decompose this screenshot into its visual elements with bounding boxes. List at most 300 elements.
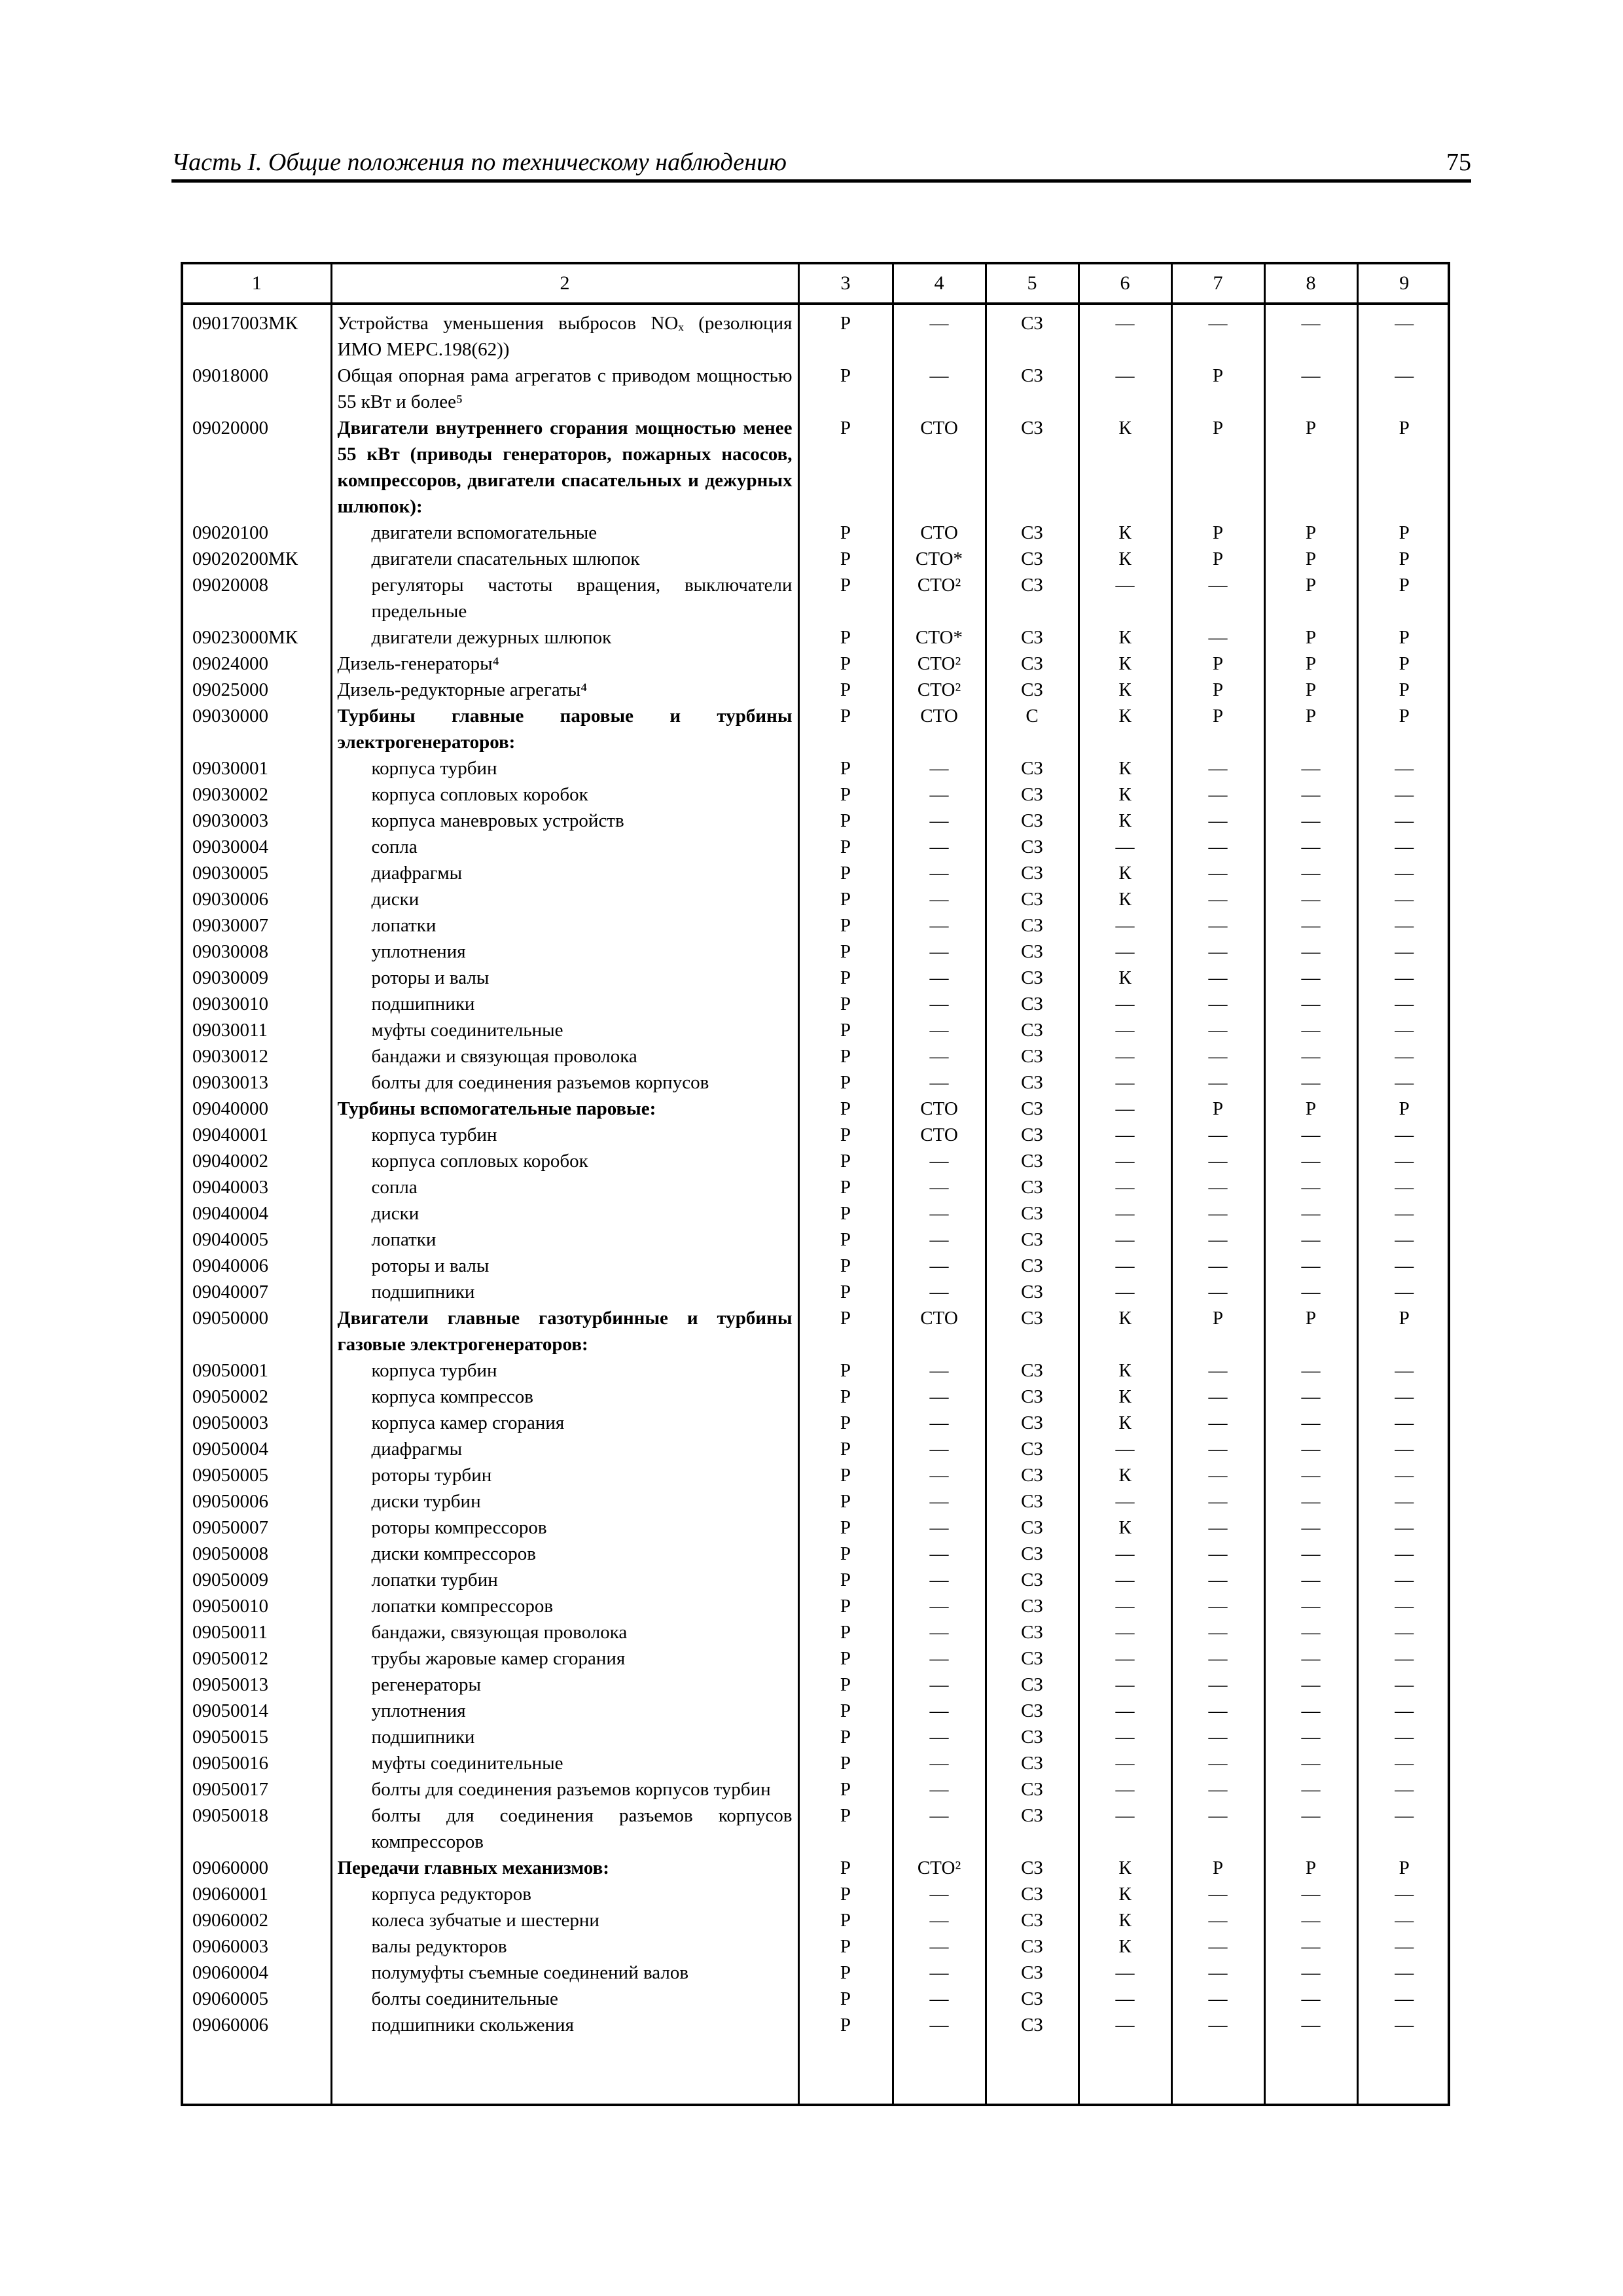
table-row xyxy=(183,1069,1450,1096)
row-description-text: Передачи главных механизмов: xyxy=(337,1857,609,1878)
row-value-col9: — xyxy=(1357,781,1450,808)
row-value-col3: Р xyxy=(798,1933,893,1960)
row-value-col3: Р xyxy=(798,860,893,886)
row-value-col6: — xyxy=(1079,1069,1171,1096)
row-value-col9: — xyxy=(1357,860,1450,886)
row-description xyxy=(331,1357,798,1384)
table-row xyxy=(183,886,1450,912)
row-value-col8: — xyxy=(1264,1410,1357,1436)
row-code: 09050015 xyxy=(192,1727,268,1748)
row-value-col8: — xyxy=(1264,939,1357,965)
row-value-col6: К xyxy=(1079,886,1171,912)
row-description xyxy=(331,1384,798,1410)
row-value-col6: — xyxy=(1079,1174,1171,1200)
row-value-col5: СЗ xyxy=(986,1200,1079,1227)
row-description xyxy=(331,965,798,991)
row-value-col9: — xyxy=(1357,304,1450,363)
empty-cell xyxy=(1357,2038,1450,2104)
row-value-col9: Р xyxy=(1357,624,1450,651)
row-value-col9: — xyxy=(1357,886,1450,912)
row-value-col3: Р xyxy=(798,1462,893,1488)
row-value-col3: Р xyxy=(798,939,893,965)
row-value-col7: — xyxy=(1171,939,1264,965)
row-value-col4: — xyxy=(893,1043,986,1069)
row-value-col9: — xyxy=(1357,1488,1450,1515)
row-value-col5: СЗ xyxy=(986,677,1079,703)
table-row xyxy=(183,1488,1450,1515)
row-value-col4: — xyxy=(893,1567,986,1593)
row-value-col9: — xyxy=(1357,1069,1450,1096)
row-value-col7: — xyxy=(1171,781,1264,808)
row-description xyxy=(331,1541,798,1567)
row-value-col5: СЗ xyxy=(986,808,1079,834)
row-value-col7: — xyxy=(1171,1593,1264,1619)
row-description xyxy=(331,1122,798,1148)
row-value-col8: — xyxy=(1264,1776,1357,1803)
table-row xyxy=(183,1567,1450,1593)
row-value-col6: К xyxy=(1079,1462,1171,1488)
column-header: 5 xyxy=(986,264,1079,304)
row-value-col7: — xyxy=(1171,1750,1264,1776)
row-code: 09060006 xyxy=(192,2015,268,2036)
row-value-col4: СТО xyxy=(893,415,986,520)
column-header: 4 xyxy=(893,264,986,304)
row-value-col5: СЗ xyxy=(986,1593,1079,1619)
row-value-col6: К xyxy=(1079,415,1171,520)
empty-cell xyxy=(893,2038,986,2104)
row-value-col7: — xyxy=(1171,1253,1264,1279)
row-value-col3: Р xyxy=(798,1410,893,1436)
row-value-col7: — xyxy=(1171,1462,1264,1488)
row-value-col9: — xyxy=(1357,912,1450,939)
row-value-col9: — xyxy=(1357,1384,1450,1410)
row-value-col9: Р xyxy=(1357,546,1450,572)
row-value-col3: Р xyxy=(798,1488,893,1515)
table-row xyxy=(183,834,1450,860)
row-code: 09060000 xyxy=(192,1857,268,1878)
row-description-text: Общая опорная рама агрегатов с приводом мощностью 55 кВт и более⁵ xyxy=(337,365,793,412)
row-description xyxy=(331,991,798,1017)
row-value-col4: — xyxy=(893,1227,986,1253)
row-value-col5: СЗ xyxy=(986,1384,1079,1410)
row-value-col9: — xyxy=(1357,1567,1450,1593)
row-value-col3: Р xyxy=(798,304,893,363)
row-value-col5: СЗ xyxy=(986,624,1079,651)
row-value-col9: — xyxy=(1357,755,1450,781)
running-title: Часть I. Общие положения по техническому наблюдению xyxy=(171,149,787,176)
row-description xyxy=(331,1986,798,2012)
row-value-col7: — xyxy=(1171,1227,1264,1253)
row-value-col6: К xyxy=(1079,677,1171,703)
row-value-col9: Р xyxy=(1357,572,1450,624)
row-description xyxy=(331,703,798,755)
row-description-text: бандажи и связующая проволока xyxy=(371,1046,637,1067)
row-code: 09018000 xyxy=(192,365,268,386)
table-row xyxy=(183,1750,1450,1776)
row-value-col8: — xyxy=(1264,1724,1357,1750)
row-value-col6: — xyxy=(1079,1200,1171,1227)
row-description-text: Двигатели внутреннего сгорания мощностью менее 55 кВт (приводы генераторов, пожарных насосов, компрессоров, двигатели спасательных и дежурных шлюпок): xyxy=(337,418,793,517)
row-description xyxy=(331,1855,798,1881)
row-value-col9: — xyxy=(1357,1672,1450,1698)
row-value-col6: — xyxy=(1079,939,1171,965)
row-value-col6: — xyxy=(1079,1279,1171,1305)
row-description xyxy=(331,546,798,572)
table-row xyxy=(183,1174,1450,1200)
row-value-col9: Р xyxy=(1357,651,1450,677)
row-description-text: болты для соединения разъемов корпусов турбин xyxy=(371,1779,771,1800)
table-row xyxy=(183,939,1450,965)
row-description-text: муфты соединительные xyxy=(371,1020,563,1041)
row-description xyxy=(331,886,798,912)
row-value-col3: Р xyxy=(798,991,893,1017)
row-description xyxy=(331,1672,798,1698)
row-value-col8: — xyxy=(1264,1593,1357,1619)
table-row xyxy=(183,1803,1450,1855)
row-value-col6: — xyxy=(1079,1148,1171,1174)
row-value-col4: СТО² xyxy=(893,1855,986,1881)
row-value-col4: — xyxy=(893,860,986,886)
row-value-col7: — xyxy=(1171,1672,1264,1698)
row-value-col9: — xyxy=(1357,1174,1450,1200)
table-row xyxy=(183,1698,1450,1724)
row-description xyxy=(331,1698,798,1724)
row-value-col6: — xyxy=(1079,304,1171,363)
row-value-col9: — xyxy=(1357,965,1450,991)
row-value-col4: — xyxy=(893,1200,986,1227)
row-value-col4: СТО xyxy=(893,520,986,546)
row-value-col3: Р xyxy=(798,1069,893,1096)
row-value-col5: СЗ xyxy=(986,991,1079,1017)
row-value-col7: — xyxy=(1171,1724,1264,1750)
row-value-col7: — xyxy=(1171,1043,1264,1069)
row-value-col3: Р xyxy=(798,1567,893,1593)
row-description xyxy=(331,304,798,363)
row-value-col8: — xyxy=(1264,1227,1357,1253)
row-code: 09050010 xyxy=(192,1596,268,1617)
row-value-col7: — xyxy=(1171,886,1264,912)
row-code: 09040007 xyxy=(192,1282,268,1302)
row-value-col9: — xyxy=(1357,1227,1450,1253)
row-value-col9: — xyxy=(1357,1619,1450,1645)
row-description-text: корпуса редукторов xyxy=(371,1884,531,1905)
row-code: 09050018 xyxy=(192,1805,268,1826)
row-description xyxy=(331,651,798,677)
row-value-col3: Р xyxy=(798,1148,893,1174)
row-code: 09030010 xyxy=(192,994,268,1014)
row-value-col6: — xyxy=(1079,1227,1171,1253)
row-value-col6: К xyxy=(1079,1410,1171,1436)
row-value-col7: Р xyxy=(1171,415,1264,520)
row-value-col4: — xyxy=(893,1724,986,1750)
row-code: 09050011 xyxy=(192,1622,268,1643)
row-value-col9: — xyxy=(1357,808,1450,834)
row-value-col7: — xyxy=(1171,1410,1264,1436)
row-value-col8: — xyxy=(1264,991,1357,1017)
row-value-col5: СЗ xyxy=(986,965,1079,991)
table-row xyxy=(183,1017,1450,1043)
row-value-col6: — xyxy=(1079,1986,1171,2012)
table-row xyxy=(183,991,1450,1017)
row-description xyxy=(331,1305,798,1357)
row-value-col6: — xyxy=(1079,1724,1171,1750)
row-description xyxy=(331,1619,798,1645)
row-value-col7: — xyxy=(1171,1515,1264,1541)
row-value-col3: Р xyxy=(798,1672,893,1698)
row-code: 09040005 xyxy=(192,1229,268,1250)
row-value-col4: — xyxy=(893,939,986,965)
row-description-text: роторы турбин xyxy=(371,1465,492,1486)
row-code: 09060005 xyxy=(192,1988,268,2009)
row-value-col8: Р xyxy=(1264,546,1357,572)
row-description xyxy=(331,1933,798,1960)
table-row xyxy=(183,1645,1450,1672)
row-value-col5: СЗ xyxy=(986,1541,1079,1567)
row-value-col3: Р xyxy=(798,1986,893,2012)
row-value-col9: — xyxy=(1357,1515,1450,1541)
row-value-col5: СЗ xyxy=(986,1462,1079,1488)
row-value-col5: СЗ xyxy=(986,1357,1079,1384)
row-value-col8: — xyxy=(1264,1384,1357,1410)
table-row xyxy=(183,624,1450,651)
row-description-text: диски компрессоров xyxy=(371,1543,536,1564)
row-value-col9: — xyxy=(1357,1122,1450,1148)
row-value-col7: — xyxy=(1171,755,1264,781)
row-value-col9: — xyxy=(1357,2012,1450,2038)
table-row xyxy=(183,1410,1450,1436)
row-value-col4: — xyxy=(893,1069,986,1096)
row-value-col6: К xyxy=(1079,624,1171,651)
row-value-col8: — xyxy=(1264,834,1357,860)
table-row xyxy=(183,1357,1450,1384)
row-value-col9: — xyxy=(1357,1043,1450,1069)
row-description xyxy=(331,1724,798,1750)
row-value-col6: — xyxy=(1079,1750,1171,1776)
row-description-text: лопатки xyxy=(371,915,437,936)
row-value-col5: СЗ xyxy=(986,1960,1079,1986)
row-value-col9: — xyxy=(1357,1698,1450,1724)
row-code: 09060002 xyxy=(192,1910,268,1931)
row-value-col3: Р xyxy=(798,1619,893,1645)
row-value-col7: — xyxy=(1171,1357,1264,1384)
row-value-col5: СЗ xyxy=(986,304,1079,363)
table-row xyxy=(183,703,1450,755)
row-description xyxy=(331,1488,798,1515)
row-description xyxy=(331,1410,798,1436)
row-value-col9: — xyxy=(1357,1541,1450,1567)
row-value-col5: СЗ xyxy=(986,415,1079,520)
row-value-col4: — xyxy=(893,1017,986,1043)
row-value-col9: — xyxy=(1357,991,1450,1017)
row-code: 09040002 xyxy=(192,1151,268,1172)
row-value-col8: — xyxy=(1264,1253,1357,1279)
row-description-text: лопатки компрессоров xyxy=(371,1596,554,1617)
row-value-col8: Р xyxy=(1264,1096,1357,1122)
row-value-col8: — xyxy=(1264,1043,1357,1069)
row-value-col7: Р xyxy=(1171,1096,1264,1122)
row-value-col6: К xyxy=(1079,755,1171,781)
row-description xyxy=(331,1069,798,1096)
row-value-col5: СЗ xyxy=(986,1488,1079,1515)
row-value-col3: Р xyxy=(798,677,893,703)
row-value-col8: Р xyxy=(1264,677,1357,703)
row-value-col3: Р xyxy=(798,572,893,624)
table-row xyxy=(183,1436,1450,1462)
row-value-col3: Р xyxy=(798,1907,893,1933)
row-value-col4: — xyxy=(893,965,986,991)
row-code: 09030005 xyxy=(192,863,268,884)
row-value-col5: СЗ xyxy=(986,1986,1079,2012)
row-value-col4: — xyxy=(893,834,986,860)
row-value-col3: Р xyxy=(798,2012,893,2038)
row-value-col5: СЗ xyxy=(986,1698,1079,1724)
empty-cell xyxy=(986,2038,1079,2104)
table-row xyxy=(183,677,1450,703)
row-description xyxy=(331,520,798,546)
row-description-text: двигатели вспомогательные xyxy=(371,522,597,543)
table-row xyxy=(183,755,1450,781)
row-value-col3: Р xyxy=(798,965,893,991)
row-value-col5: СЗ xyxy=(986,1855,1079,1881)
table-body xyxy=(183,304,1450,2104)
row-value-col4: — xyxy=(893,1933,986,1960)
row-value-col5: СЗ xyxy=(986,886,1079,912)
row-value-col9: — xyxy=(1357,1724,1450,1750)
row-value-col8: — xyxy=(1264,755,1357,781)
row-description-text: двигатели дежурных шлюпок xyxy=(371,627,612,648)
row-value-col7: — xyxy=(1171,1384,1264,1410)
row-value-col6: К xyxy=(1079,1305,1171,1357)
row-value-col6: — xyxy=(1079,1017,1171,1043)
row-description xyxy=(331,1645,798,1672)
row-code: 09050014 xyxy=(192,1700,268,1721)
row-value-col6: — xyxy=(1079,1672,1171,1698)
row-value-col4: — xyxy=(893,808,986,834)
row-value-col4: — xyxy=(893,886,986,912)
row-value-col5: СЗ xyxy=(986,1279,1079,1305)
row-description xyxy=(331,363,798,415)
row-description-text: полумуфты съемные соединений валов xyxy=(371,1962,689,1983)
row-code: 09060004 xyxy=(192,1962,268,1983)
row-description xyxy=(331,939,798,965)
row-value-col7: — xyxy=(1171,1122,1264,1148)
row-value-col4: — xyxy=(893,1253,986,1279)
row-value-col4: — xyxy=(893,1515,986,1541)
row-value-col4: — xyxy=(893,1907,986,1933)
row-value-col5: СЗ xyxy=(986,1619,1079,1645)
empty-cell xyxy=(1079,2038,1171,2104)
row-value-col4: — xyxy=(893,1462,986,1488)
row-value-col8: — xyxy=(1264,1488,1357,1515)
row-description-text: корпуса турбин xyxy=(371,758,497,779)
row-value-col5: СЗ xyxy=(986,1436,1079,1462)
row-value-col9: Р xyxy=(1357,1305,1450,1357)
column-header: 1 xyxy=(183,264,331,304)
row-value-col6: К xyxy=(1079,651,1171,677)
row-description xyxy=(331,1750,798,1776)
row-value-col6: — xyxy=(1079,1541,1171,1567)
row-value-col3: Р xyxy=(798,1200,893,1227)
row-description xyxy=(331,1017,798,1043)
table-row xyxy=(183,860,1450,886)
row-value-col8: — xyxy=(1264,1148,1357,1174)
row-value-col9: — xyxy=(1357,1750,1450,1776)
row-description-text: Устройства уменьшения выбросов NOₓ (резолюция ИМО МЕРС.198(62)) xyxy=(337,313,793,360)
row-value-col3: Р xyxy=(798,1541,893,1567)
row-value-col6: — xyxy=(1079,1803,1171,1855)
row-code: 09030004 xyxy=(192,836,268,857)
row-description-text: подшипники скольжения xyxy=(371,2015,574,2036)
row-value-col8: — xyxy=(1264,1960,1357,1986)
row-value-col4: — xyxy=(893,1672,986,1698)
row-value-col3: Р xyxy=(798,886,893,912)
row-value-col7: Р xyxy=(1171,651,1264,677)
table-row xyxy=(183,1279,1450,1305)
row-value-col8: — xyxy=(1264,1515,1357,1541)
row-code: 09050005 xyxy=(192,1465,268,1486)
row-description xyxy=(331,1803,798,1855)
row-description-text: корпуса сопловых коробок xyxy=(371,1151,588,1172)
row-description-text: болты для соединения разъемов корпусов xyxy=(371,1072,709,1093)
row-value-col8: — xyxy=(1264,1174,1357,1200)
row-description xyxy=(331,1043,798,1069)
empty-cell xyxy=(1264,2038,1357,2104)
table-filler-row xyxy=(183,2038,1450,2104)
table-row xyxy=(183,1462,1450,1488)
row-value-col9: Р xyxy=(1357,703,1450,755)
row-value-col5: СЗ xyxy=(986,546,1079,572)
row-value-col4: СТО xyxy=(893,1305,986,1357)
row-value-col6: К xyxy=(1079,1855,1171,1881)
row-value-col5: СЗ xyxy=(986,1017,1079,1043)
row-value-col4: — xyxy=(893,363,986,415)
table-row xyxy=(183,1593,1450,1619)
row-value-col3: Р xyxy=(798,912,893,939)
row-description xyxy=(331,1200,798,1227)
row-value-col3: Р xyxy=(798,415,893,520)
row-value-col5: СЗ xyxy=(986,781,1079,808)
row-description-text: регуляторы частоты вращения, выключатели предельные xyxy=(371,575,793,622)
row-value-col9: — xyxy=(1357,1410,1450,1436)
table-row xyxy=(183,1933,1450,1960)
row-code: 09030008 xyxy=(192,941,268,962)
row-code: 09050013 xyxy=(192,1674,268,1695)
row-value-col9: — xyxy=(1357,1881,1450,1907)
row-description-text: роторы и валы xyxy=(371,967,490,988)
row-value-col5: СЗ xyxy=(986,1227,1079,1253)
row-value-col5: СЗ xyxy=(986,1305,1079,1357)
row-code: 09050001 xyxy=(192,1360,268,1381)
table-row xyxy=(183,1515,1450,1541)
row-value-col5: СЗ xyxy=(986,520,1079,546)
row-value-col7: — xyxy=(1171,1803,1264,1855)
row-value-col4: — xyxy=(893,755,986,781)
row-value-col8: — xyxy=(1264,1672,1357,1698)
row-value-col8: — xyxy=(1264,1357,1357,1384)
row-value-col6: К xyxy=(1079,860,1171,886)
row-value-col9: — xyxy=(1357,1960,1450,1986)
row-value-col9: Р xyxy=(1357,520,1450,546)
row-value-col8: Р xyxy=(1264,624,1357,651)
table-row xyxy=(183,1227,1450,1253)
row-value-col4: — xyxy=(893,991,986,1017)
row-value-col7: — xyxy=(1171,808,1264,834)
row-value-col6: — xyxy=(1079,1436,1171,1462)
row-description xyxy=(331,415,798,520)
row-code: 09050004 xyxy=(192,1439,268,1460)
row-description-text: корпуса камер сгорания xyxy=(371,1412,565,1433)
row-code: 09060001 xyxy=(192,1884,268,1905)
